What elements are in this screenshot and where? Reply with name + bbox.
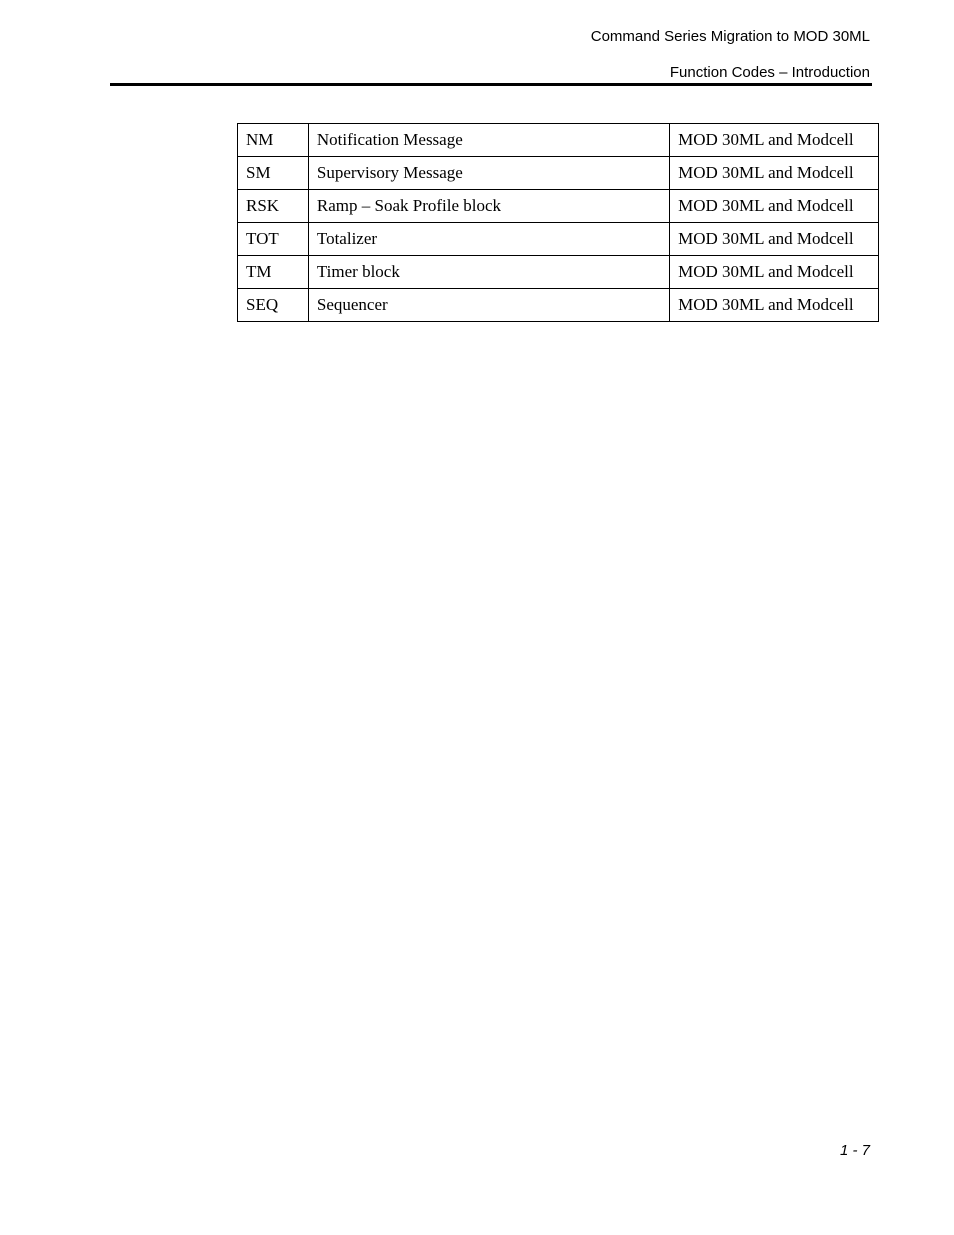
- table-row: [238, 223, 879, 256]
- table-row: [238, 124, 879, 157]
- function-code-cell: TM: [238, 256, 309, 289]
- compatibility-cell: MOD 30ML and Modcell: [670, 190, 879, 223]
- description-cell: Supervisory Message: [308, 157, 669, 190]
- page-number: 1 - 7: [839, 1142, 870, 1159]
- description-cell: Notification Message: [308, 124, 669, 157]
- section-title: Function Codes – Introduction: [669, 64, 870, 81]
- description-cell: Ramp – Soak Profile block: [308, 190, 669, 223]
- function-code-cell: TOT: [238, 223, 309, 256]
- description-cell: Timer block: [308, 256, 669, 289]
- function-code-table: [237, 123, 879, 322]
- table-row: [238, 157, 879, 190]
- compatibility-cell: MOD 30ML and Modcell: [670, 124, 879, 157]
- table-row: [238, 190, 879, 223]
- compatibility-cell: MOD 30ML and Modcell: [670, 223, 879, 256]
- compatibility-cell: MOD 30ML and Modcell: [670, 289, 879, 322]
- table-row: [238, 289, 879, 322]
- function-code-cell: RSK: [238, 190, 309, 223]
- description-cell: Totalizer: [308, 223, 669, 256]
- function-code-cell: SM: [238, 157, 309, 190]
- header-divider: [110, 83, 872, 86]
- table-row: [238, 256, 879, 289]
- compatibility-cell: MOD 30ML and Modcell: [670, 157, 879, 190]
- function-code-cell: NM: [238, 124, 309, 157]
- document-title: Command Series Migration to MOD 30ML: [590, 28, 870, 45]
- function-code-cell: SEQ: [238, 289, 309, 322]
- description-cell: Sequencer: [308, 289, 669, 322]
- compatibility-cell: MOD 30ML and Modcell: [670, 256, 879, 289]
